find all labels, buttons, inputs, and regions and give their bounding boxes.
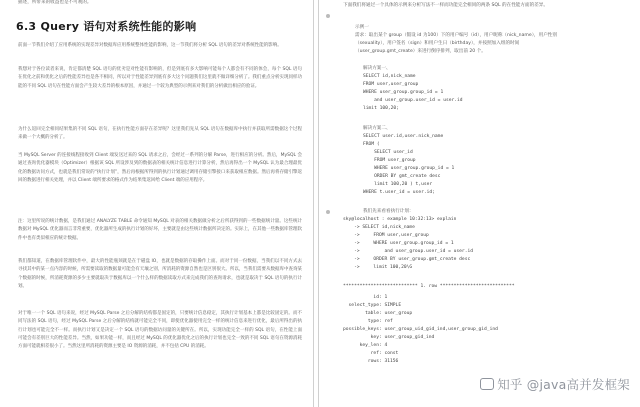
code-line: sky@localhost : example 10:32:13> explain [343,217,457,222]
requirement-line: （user_group.gmt_create）来进行倒序排列，取出前 20 个。 [355,49,486,54]
left-page [0,0,314,407]
code-line: FROM user,user_group [363,82,419,87]
code-line: type: ref [343,319,393,324]
section-title: 6.3 Query 语句对系统性能的影响 [16,20,197,33]
paragraph-6: 我们都知道，在数据库管理软件中，最大的性能瓶颈就是在于磁盘 IO，也就是数据的存取操作上面。而对于同一份数据，当我们以不同方式去寻找其中的某一点内容的时候，所需要读取的数据量可能会有天壤之别，所消耗的资源自然也是区别很大。所以，当我们需要从数据库中查询某个数据的时候，所消耗资源的多少主要就取决于数据库以一个什么样的数据读取方式来完成我们的查询请求，也就是取决于 SQL 语句的执行计划。 [18,259,302,289]
zhihu-logo-icon [480,378,494,390]
example-label: 示例一 [355,25,369,30]
code-line: -> FROM user,user_group [343,233,429,238]
code-line: -> WHERE user_group.group_id = 1 [343,241,454,246]
code-line: limit 100,20 ) t,user [363,182,433,187]
explain-label: 我们先来看看执行计划： [363,209,414,214]
code-line: WHERE t.user_id = user.id; [363,190,435,195]
code-line: *************************** 1. row *************************** [343,284,515,289]
paragraph-3: 为什么返回完全相同结果集的不同 SQL 语句，在执行性能方面存在差异呢？这里我们先从 SQL 语句在数据库中执行并获取所需数据这个过程来做一个大概的分析了。 [18,127,302,141]
code-line: SELECT user_id [363,150,413,155]
code-line: FROM ( [363,142,380,147]
code-line: SELECT user.id,user.nick_name [363,134,444,139]
code-line: FROM user_group [363,158,416,163]
paragraph-5: 注：这里所说的统计数据，是我们通过 ANALYZE TABLE 命令通知 MySQL 对表的相关数据做分析之后所获得到的一些数据统计量。这些统计数据对 MySQL 优化器而言非常重要，优化器所生成的执行计划的好坏，主要就是由这些统计数据所决定的。实际上，在其他一些数据库管理软件中也有类似相应的统计数据。 [18,219,302,241]
code-line: id: 1 [343,295,388,300]
margin-dot [326,14,330,18]
watermark-text: 知乎 @java高并发框架 [497,377,630,392]
requirement-line: 需求：取出某个 group（假设 id 为100）下的用户编号（id），用户昵称（nick_name），用户性别 [355,33,557,38]
code-line: SELECT id,nick_name [363,74,416,79]
watermark [480,375,630,393]
right-page [318,0,640,407]
code-line: WHERE user_group.group_id = 1 [363,166,455,171]
paragraph-4: 当 MySQL Server 的连接线程接收到 Client 端发送过来的 SQL 请求之后，会经过一系列的分解 Parse，进行相应的分析。然后，MySQL 会通过查询优化器模块（Optimizer）根据该 SQL 所设涉及到的数据表的相关统计信息进行计算分析，然后再得出一个 MySQL 认为最合理最优化的数据访问方式，也就是我们常说的“执行计划”，然后再根据所得到的执行计划通过调用存储引擎接口来获取相应数据。然后再将存储引擎返回的数据进行相关处理，并以 Client 端所要求的格式作为结果集返回给 Client 端的应用程序。 [18,153,302,183]
code-line: and user_group.user_id = user.id [363,98,463,103]
code-line: -> and user_group.user_id = user.id [343,249,473,254]
code-line: -> SELECT id,nick_name [343,225,415,230]
paragraph-2: 我想对于各位读者来说，肯定都清楚 SQL 语句的优劣是对性能有影响的，但是到底有多大影响可能每个人都会有不同的体会，每个 SQL 语句在优化之前和优化之后的性能差异也是各不相同，所以对于性能差异到底有多大这个问题我们这里就不做详细分析了。我们重点分析实现同样功能的不同 SQL 语句在性能方面会产生较大差异的根本原因，并通过一个较为典型的示例来对我们的分析做出相应的验证。 [18,67,302,89]
code-line: rows: 31156 [343,359,399,364]
requirement-line: （sexuality），用户签名（sign）和用户生日（birthday），并按照加入组的时间 [355,41,520,46]
code-line: key: user_group_gid_ind [343,335,435,340]
code-line: table: user_group [343,311,413,316]
solution-1-label: 解决方案一、 [363,66,391,71]
paragraph-7: 对于唯一一个 SQL 语句来说，经过 MySQL Parse 之后分解的结构都是固定的，只要统计信息稳定，其执行计划基本上都是比较固定的。而不同写法的 SQL 语句，经过 MySQL Parse 之后分解的结构就可能完全不同，即使优化器使用完全一样的统计信息来进行优化，最后所得出的执行计划也可能完全不一样。而执行计划又是决定一个 SQL 语句的数据访问量的关键所在。所以，实现功能完全一样的 SQL 语句，在性能上面可能会有差别巨大的性能差异。当然，如果功能一样，而且经过 MySQL 的优化器优化之后的执行计划也完全一致的不同 SQL 语句在资源消耗方面可能就相差很小了。当然这里所消耗的资源主要是 IO 资源的消耗，并不包括 CPU 的消耗。 [18,311,302,350]
intro-text: 下面我们将通过一个具体的示例来分析写法不一样而功能完全相同的两条 SQL 的在性能方面的差异。 [343,3,548,8]
code-line: possible_keys: user_group_uid_gid_ind,user_group_gid_ind [343,327,498,332]
code-line: WHERE user_group.group_id = 1 [363,90,444,95]
solution-2-label: 解决方案二、 [363,126,391,131]
margin-dot [326,210,330,214]
top-text-fragment: 描述，所带来的收益也是不可观的。 [18,0,92,5]
code-line: -> limit 100,20\G [343,265,413,270]
code-line: limit 100,20; [363,106,399,111]
code-line: ref: const [343,351,399,356]
code-line: -> ORDER BY user_group.gmt_create desc [343,257,471,262]
code-line: select_type: SIMPLE [343,303,402,308]
code-line: key_len: 4 [343,343,388,348]
code-line: ORDER BY gmt_create desc [363,174,441,179]
paragraph-1: 前面一节我们介绍了应用系统的实现差异对数据库应用系统整体性能的影响，这一节我们将分析 SQL 语句的差异对系统性能的影响。 [18,43,282,48]
